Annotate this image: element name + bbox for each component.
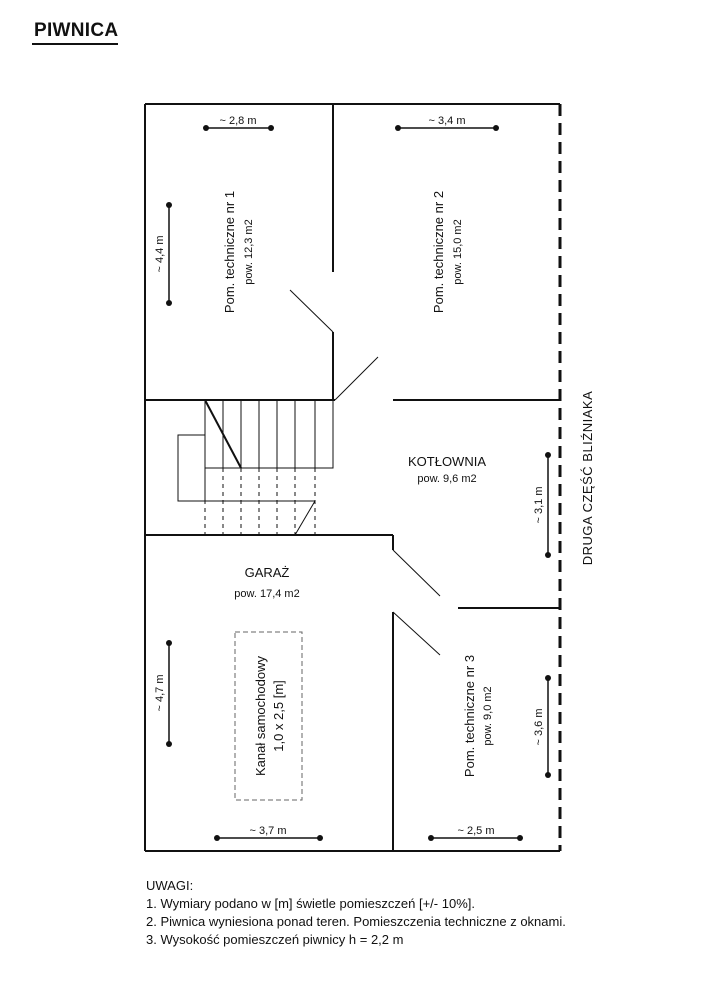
door-garage [393, 550, 440, 596]
dim-garage-width: ~ 3,7 m [249, 825, 287, 837]
dim-tech3-width: ~ 2,5 m [457, 825, 495, 837]
dim-boiler-height: ~ 3,1 m [533, 486, 545, 524]
room-area-garage: pow. 17,4 m2 [234, 588, 300, 600]
note-item: 3. Wysokość pomieszczeń piwnicy h = 2,2 m [146, 932, 404, 947]
stair-landing [178, 435, 205, 501]
dim-tech3-height: ~ 3,6 m [533, 708, 545, 746]
door-tech1 [290, 290, 333, 332]
side-label: DRUGA CZĘŚĆ BLIŹNIAKA [580, 390, 595, 566]
plan-title: PIWNICA [34, 20, 119, 41]
dim-tech1-height: ~ 4,4 m [154, 235, 166, 273]
room-area-tech1: pow. 12,3 m2 [243, 219, 255, 285]
room-name-tech3: Pom. techniczne nr 3 [462, 654, 477, 778]
stair-run [205, 400, 333, 468]
room-area-boiler: pow. 9,6 m2 [417, 473, 477, 485]
notes [146, 877, 566, 949]
door-tech2 [335, 357, 378, 400]
room-name-tech2: Pom. techniczne nr 2 [431, 190, 446, 314]
room-area-tech3: pow. 9,0 m2 [482, 686, 494, 746]
room-name-tech1: Pom. techniczne nr 1 [222, 190, 237, 314]
walls [145, 104, 560, 851]
pit-label-line2: 1,0 x 2,5 [m] [271, 680, 286, 752]
dim-garage-height: ~ 4,7 m [154, 674, 166, 712]
room-name-boiler: KOTŁOWNIA [407, 454, 487, 469]
note-item: 1. Wymiary podano w [m] świetle pomieszczeń [+/- 10%]. [146, 896, 475, 911]
stair-diagonal-lower [295, 501, 315, 535]
dim-tech1-width: ~ 2,8 m [219, 115, 257, 127]
service-pit [235, 632, 302, 800]
room-area-tech2: pow. 15,0 m2 [452, 219, 464, 285]
dim-tech2-width: ~ 3,4 m [428, 115, 466, 127]
note-item: 2. Piwnica wyniesiona ponad teren. Pomieszczenia techniczne z oknami. [146, 914, 566, 929]
notes-heading: UWAGI: [146, 878, 194, 893]
staircase [178, 400, 333, 535]
pit-label-line1: Kanał samochodowy [253, 656, 268, 776]
room-name-garage: GARAŻ [244, 565, 290, 580]
door-tech3 [393, 612, 440, 655]
